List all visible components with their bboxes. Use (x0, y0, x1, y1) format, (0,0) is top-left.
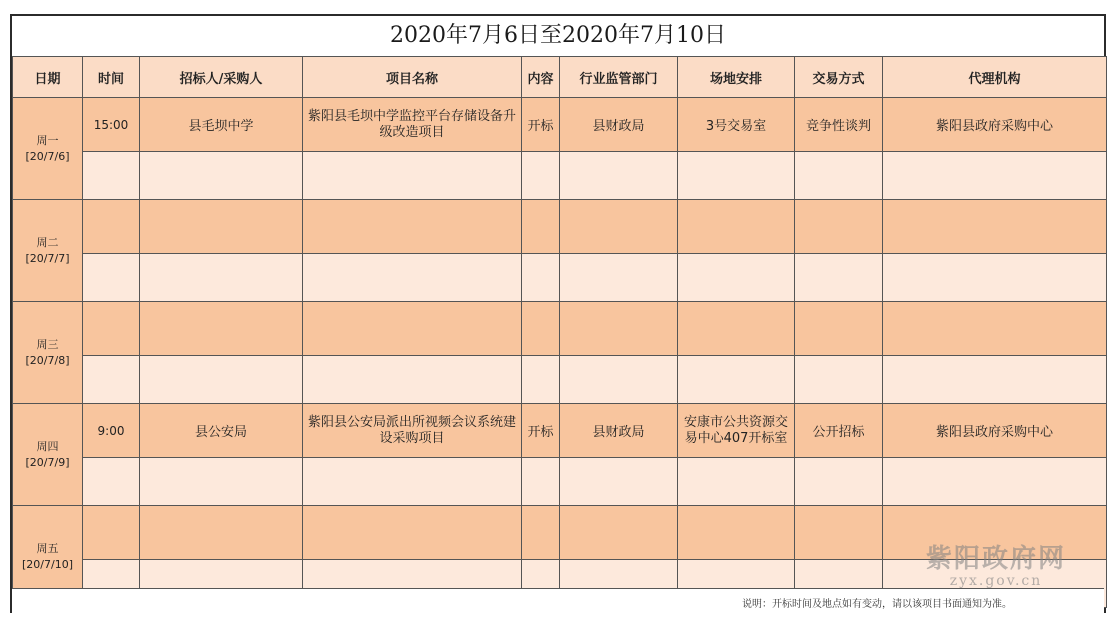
method-cell: 竞争性谈判 (795, 98, 883, 152)
header-agency: 代理机构 (883, 57, 1107, 98)
empty-cell (522, 152, 560, 200)
day-label: 周五 (36, 541, 59, 555)
day-label: 周三 (36, 337, 59, 351)
purchaser-cell: 县毛坝中学 (140, 98, 303, 152)
empty-cell (83, 152, 140, 200)
header-date: 日期 (13, 57, 83, 98)
day-label: 周二 (36, 235, 59, 249)
empty-cell (678, 254, 795, 302)
footer-note: 说明：开标时间及地点如有变动，请以该项目书面通知为准。 (742, 599, 1012, 610)
department-cell (560, 200, 678, 254)
purchaser-cell: 县公安局 (140, 404, 303, 458)
time-cell (83, 200, 140, 254)
method-cell: 公开招标 (795, 404, 883, 458)
project-cell (303, 302, 522, 356)
agency-cell (883, 302, 1107, 356)
empty-cell (303, 254, 522, 302)
date-label: [20/7/8] (25, 353, 70, 367)
agency-cell: 紫阳县政府采购中心 (883, 404, 1107, 458)
empty-cell (303, 356, 522, 404)
content-cell: 开标 (522, 98, 560, 152)
method-cell (795, 200, 883, 254)
table-row (13, 254, 1107, 302)
schedule-title: 2020年7月6日至2020年7月10日 (12, 16, 1104, 57)
table-row (13, 356, 1107, 404)
project-cell (303, 200, 522, 254)
method-cell (795, 506, 883, 560)
table-row (13, 152, 1107, 200)
time-cell: 15:00 (83, 98, 140, 152)
content-cell: 开标 (522, 404, 560, 458)
header-time: 时间 (83, 57, 140, 98)
watermark-name: 紫阳政府网 (925, 544, 1066, 574)
venue-cell (678, 302, 795, 356)
empty-cell (522, 254, 560, 302)
table-row (13, 302, 1107, 356)
date-label: [20/7/9] (25, 455, 70, 469)
venue-cell (678, 200, 795, 254)
department-cell: 县财政局 (560, 98, 678, 152)
day-label: 周一 (36, 133, 59, 147)
content-cell (522, 302, 560, 356)
empty-cell (140, 458, 303, 506)
schedule-sheet (10, 14, 1106, 613)
header-department: 行业监管部门 (560, 57, 678, 98)
header-content: 内容 (522, 57, 560, 98)
purchaser-cell (140, 200, 303, 254)
empty-cell (883, 458, 1107, 506)
empty-cell (795, 152, 883, 200)
empty-cell (140, 152, 303, 200)
empty-cell (303, 152, 522, 200)
table-row (13, 200, 1107, 254)
date-label: [20/7/7] (25, 251, 70, 265)
empty-cell (795, 254, 883, 302)
empty-cell (140, 254, 303, 302)
table-row (13, 98, 1107, 152)
time-cell: 9:00 (83, 404, 140, 458)
header-purchaser: 招标人/采购人 (140, 57, 303, 98)
empty-cell (83, 254, 140, 302)
agency-cell (883, 200, 1107, 254)
header-venue: 场地安排 (678, 57, 795, 98)
empty-cell (303, 458, 522, 506)
date-cell (13, 302, 83, 404)
date-cell (13, 200, 83, 302)
department-cell (560, 506, 678, 560)
empty-cell (795, 458, 883, 506)
watermark-url: zyx.gov.cn (949, 573, 1043, 589)
venue-cell: 3号交易室 (678, 98, 795, 152)
empty-cell (522, 458, 560, 506)
footer-row (12, 588, 1104, 614)
empty-cell (795, 356, 883, 404)
venue-cell (678, 506, 795, 560)
empty-cell (560, 254, 678, 302)
empty-cell (678, 152, 795, 200)
project-cell: 紫阳县毛坝中学监控平台存储设备升级改造项目 (303, 98, 522, 152)
empty-cell (883, 356, 1107, 404)
department-cell: 县财政局 (560, 404, 678, 458)
header-method: 交易方式 (795, 57, 883, 98)
agency-cell (883, 506, 1107, 560)
method-cell (795, 302, 883, 356)
table-row (13, 404, 1107, 458)
empty-cell (83, 356, 140, 404)
empty-cell (140, 356, 303, 404)
table-row (13, 506, 1107, 560)
content-cell (522, 506, 560, 560)
header-row (13, 57, 1107, 98)
time-cell (83, 506, 140, 560)
date-cell (13, 98, 83, 200)
time-cell (83, 302, 140, 356)
empty-cell (522, 356, 560, 404)
table-row (13, 458, 1107, 506)
date-cell (13, 404, 83, 506)
empty-cell (883, 152, 1107, 200)
department-cell (560, 302, 678, 356)
date-label: [20/7/6] (25, 149, 70, 163)
project-cell (303, 506, 522, 560)
purchaser-cell (140, 302, 303, 356)
project-cell: 紫阳县公安局派出所视频会议系统建设采购项目 (303, 404, 522, 458)
purchaser-cell (140, 506, 303, 560)
empty-cell (560, 458, 678, 506)
empty-cell (560, 152, 678, 200)
schedule-table (12, 56, 1107, 608)
content-cell (522, 200, 560, 254)
empty-cell (83, 458, 140, 506)
header-project: 项目名称 (303, 57, 522, 98)
empty-cell (678, 458, 795, 506)
agency-cell: 紫阳县政府采购中心 (883, 98, 1107, 152)
empty-cell (883, 254, 1107, 302)
empty-cell (560, 356, 678, 404)
day-label: 周四 (36, 439, 59, 453)
venue-cell: 安康市公共资源交易中心407开标室 (678, 404, 795, 458)
empty-cell (678, 356, 795, 404)
date-label: [20/7/10] (22, 557, 73, 571)
